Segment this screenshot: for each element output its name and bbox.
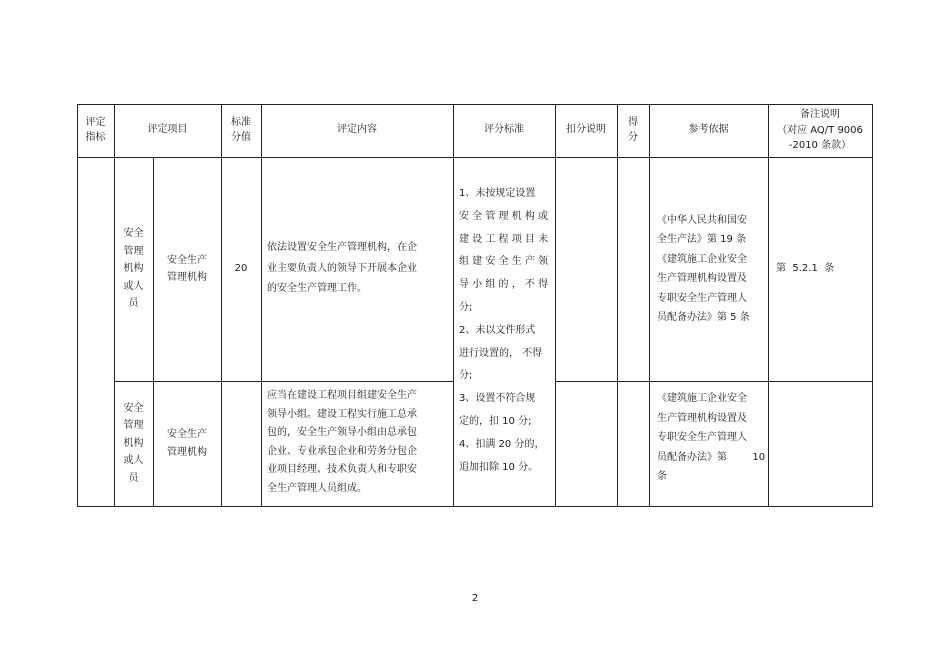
header-score: 得 分 xyxy=(628,117,638,143)
header-deduction-note: 扣分说明 xyxy=(566,124,606,136)
row2-item: 安全生产 管理机构 xyxy=(167,429,207,458)
header-criteria: 评分标准 xyxy=(484,124,524,136)
row1-content: 依法设置安全生产管理机构，在企 业主要负责人的领导下开展本企业 的安全生产管理工作。 xyxy=(267,242,417,295)
row2-remark xyxy=(776,381,872,506)
header-indicator: 评定 指标 xyxy=(85,117,106,143)
row2-content: 应当在建设工程项目组建安全生产 领导小组。建设工程实行施工总承 包的，安全生产领导小组由总承包 企业、专业承包企业和劳务分包企 业项目经理、技术负责人和专职安 全生产管理人员组成。 xyxy=(267,390,417,494)
row1-item: 安全生产 管理机构 xyxy=(167,254,207,283)
header-remark: 备注说明 （对应 AQ/T 9006 -2010 条款） xyxy=(777,109,863,152)
row1-remark: 第 5.2.1 条 xyxy=(776,262,835,274)
header-item: 评定项目 xyxy=(147,124,188,136)
row2-category: 安全 管理 机构 或人 员 xyxy=(123,402,144,484)
row2-standard-score xyxy=(221,381,261,506)
header-reference: 参考依据 xyxy=(688,124,729,136)
row1-category: 安全 管理 机构 或人 员 xyxy=(123,228,144,310)
row2-reference: 《建筑施工企业安全 生产管理机构设置及 专职安全生产管理人 员配备办法》第 10 条 xyxy=(657,393,766,482)
criteria-merged: 1、未按规定设置 安 全 管 理 机 构 或 建 设 工 程 项 目 未 组 建 安 全 生 产 领 导 小 组 的 ， 不 得 分; 2、未以文件形式 进行设置的， 不得 分; 3、设置不符合规 定的，扣 10 分; 4、扣满 20 分的， 追加扣除 10 分。 xyxy=(459,188,549,473)
row1-standard-score: 20 xyxy=(234,262,248,274)
header-standard-score: 标准 分值 xyxy=(231,117,251,143)
header-content: 评定内容 xyxy=(337,124,377,136)
row1-reference: 《中华人民共和国安 全生产法》第 19 条 《建筑施工企业安全 生产管理机构设置及 专职安全生产管理人 员配备办法》第 5 条 xyxy=(657,214,750,323)
page-number: 2 xyxy=(471,593,479,604)
